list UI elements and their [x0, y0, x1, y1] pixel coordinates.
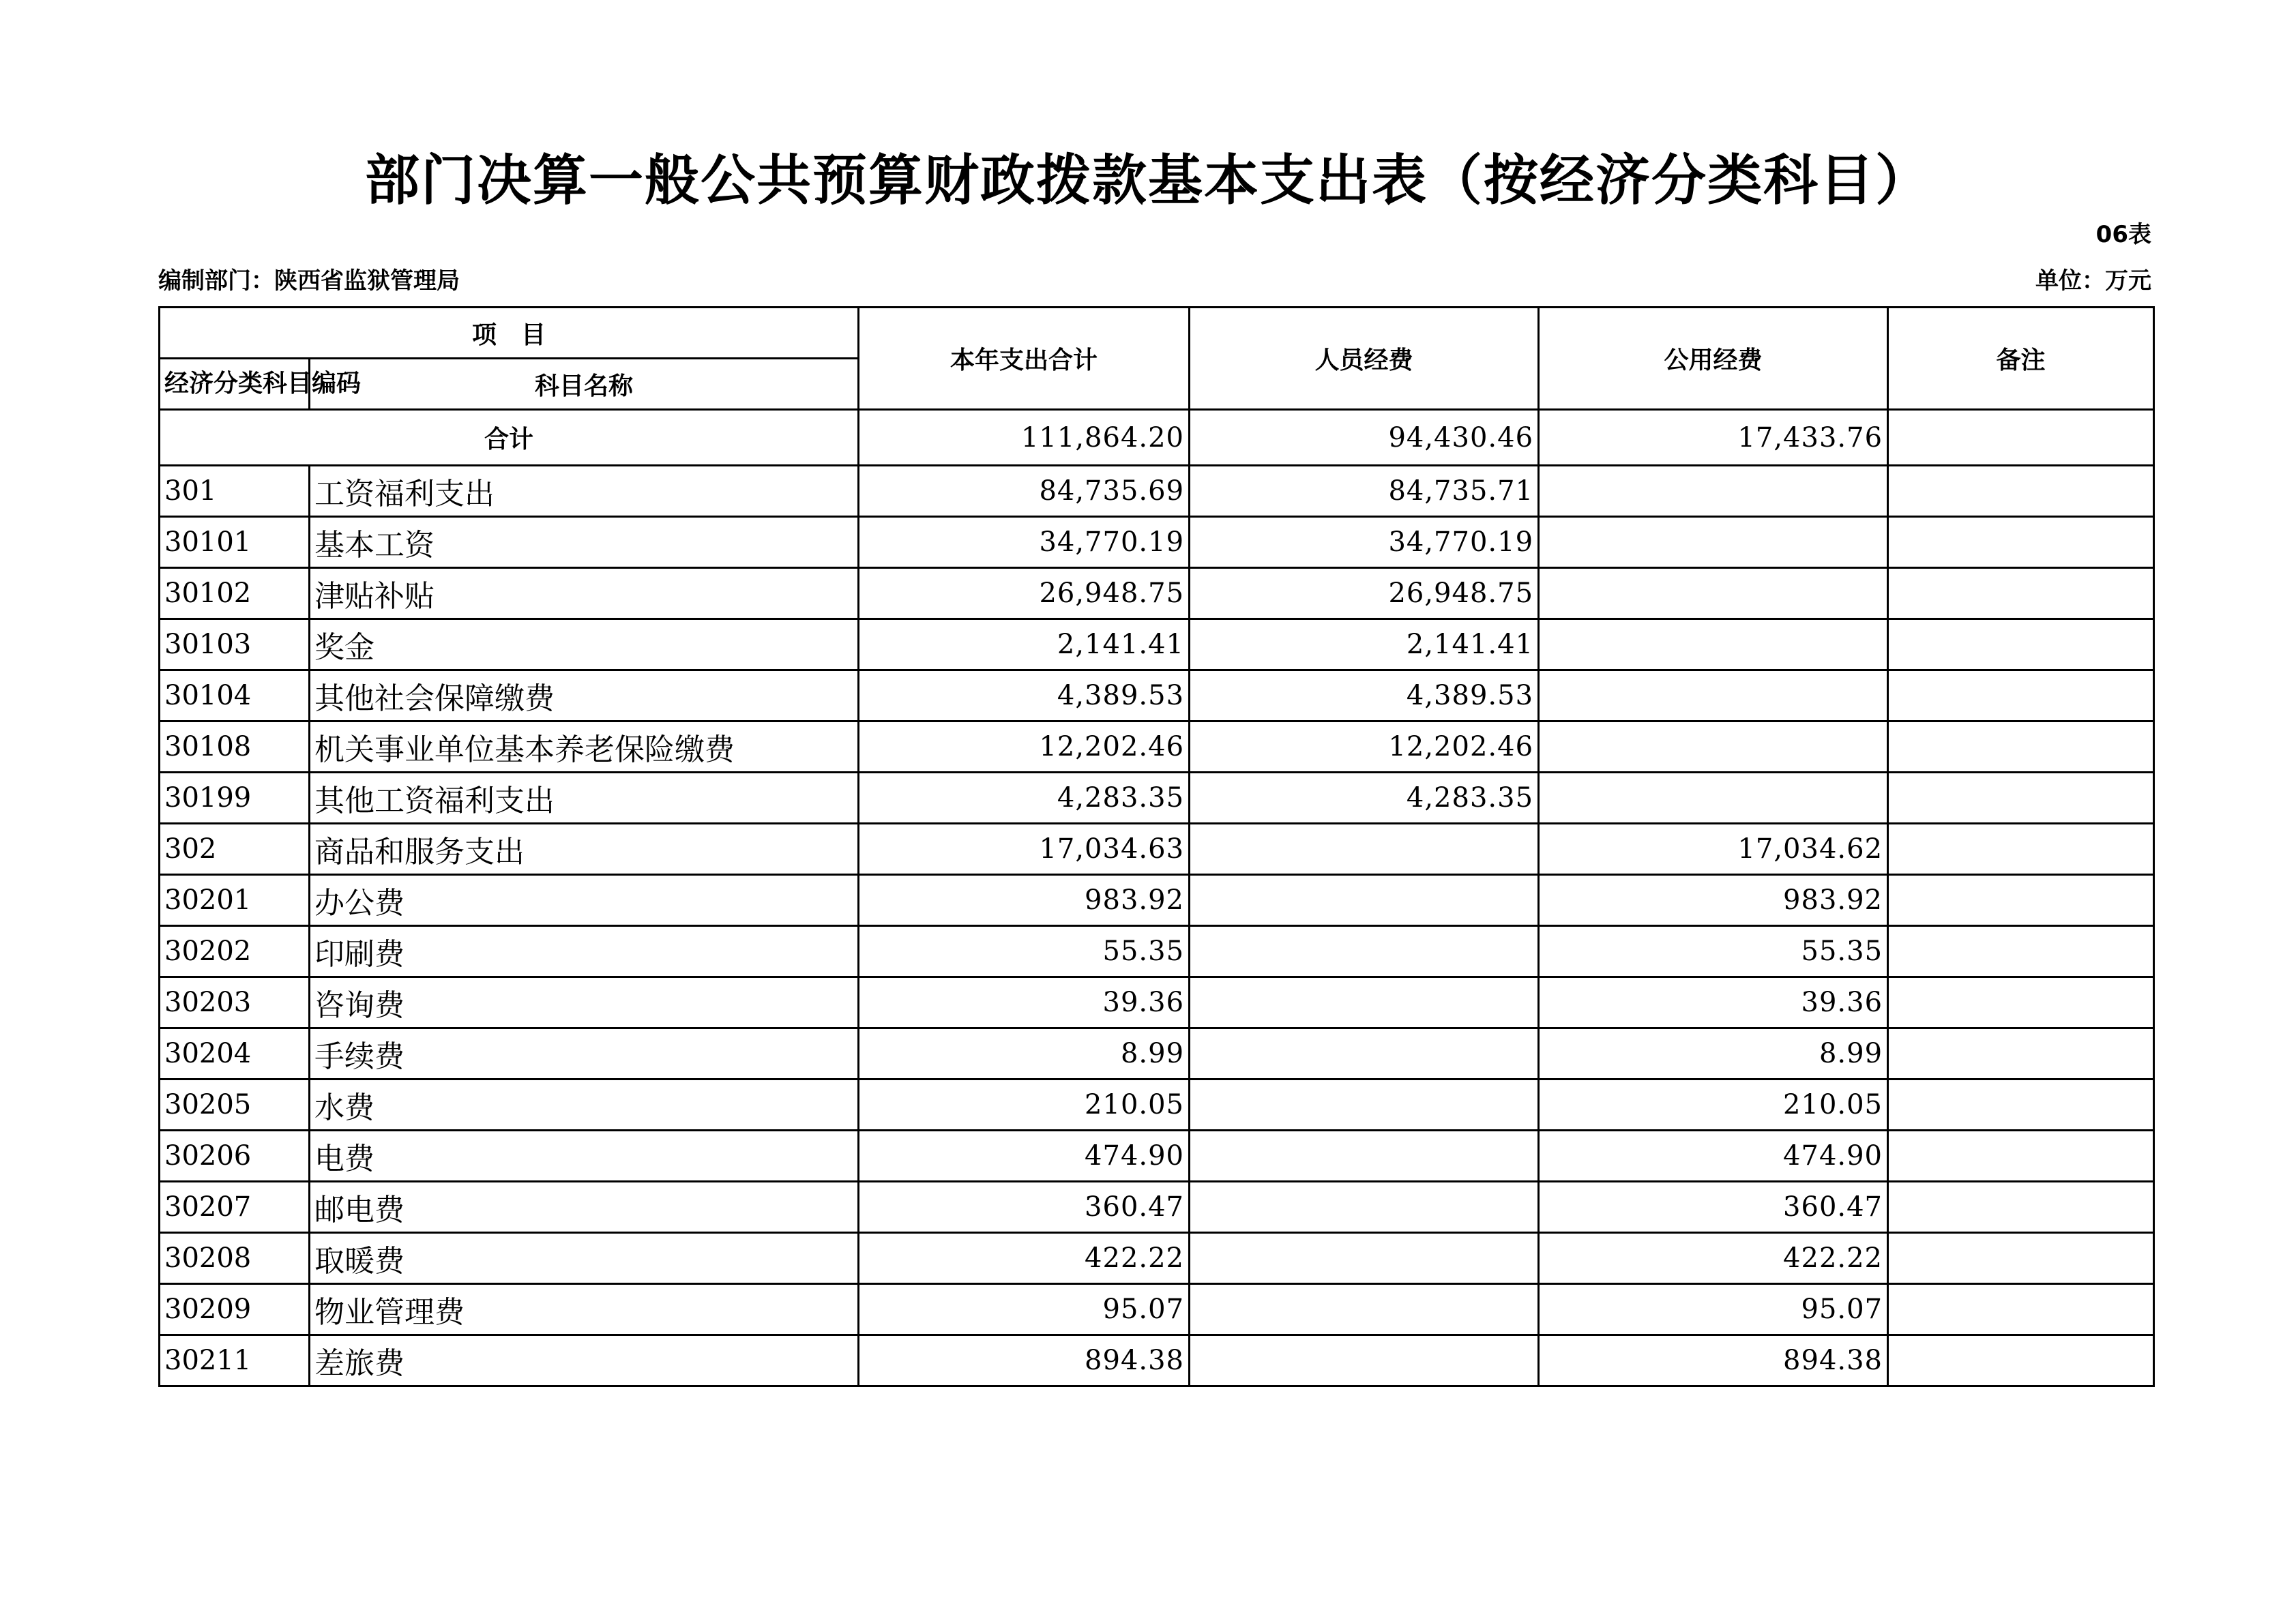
row-personnel	[1190, 875, 1539, 926]
row-code: 30101	[160, 517, 310, 568]
row-name: 电费	[310, 1131, 859, 1182]
public-header: 公用经费	[1539, 308, 1888, 410]
table-row	[160, 670, 2154, 721]
row-total: 8.99	[859, 1028, 1190, 1079]
row-public	[1539, 466, 1888, 517]
row-remark	[1888, 619, 2154, 670]
row-code: 30209	[160, 1284, 310, 1335]
table-row	[160, 466, 2154, 517]
table-row	[160, 619, 2154, 670]
row-name: 咨询费	[310, 977, 859, 1028]
row-code: 30108	[160, 721, 310, 773]
row-personnel	[1190, 1335, 1539, 1386]
table-row	[160, 875, 2154, 926]
row-public: 360.47	[1539, 1182, 1888, 1233]
row-code: 30206	[160, 1131, 310, 1182]
row-total: 2,141.41	[859, 619, 1190, 670]
row-personnel: 4,389.53	[1190, 670, 1539, 721]
row-total: 55.35	[859, 926, 1190, 977]
table-row	[160, 1233, 2154, 1284]
row-personnel	[1190, 1182, 1539, 1233]
page-title: 部门决算一般公共预算财政拨款基本支出表（按经济分类科目）	[365, 149, 1931, 212]
row-personnel: 2,141.41	[1190, 619, 1539, 670]
total-header: 本年支出合计	[859, 308, 1190, 410]
row-name: 津贴补贴	[310, 568, 859, 619]
row-code: 30199	[160, 773, 310, 824]
total-row-personnel: 94,430.46	[1190, 410, 1539, 466]
row-total: 210.05	[859, 1079, 1190, 1131]
row-public: 422.22	[1539, 1233, 1888, 1284]
row-public: 55.35	[1539, 926, 1888, 977]
row-public: 474.90	[1539, 1131, 1888, 1182]
row-remark	[1888, 773, 2154, 824]
code-header: 经济分类科目编码	[160, 359, 310, 410]
row-personnel	[1190, 1028, 1539, 1079]
row-name: 办公费	[310, 875, 859, 926]
row-personnel	[1190, 1284, 1539, 1335]
row-remark	[1888, 1284, 2154, 1335]
table-row	[160, 824, 2154, 875]
row-public: 983.92	[1539, 875, 1888, 926]
row-code: 30205	[160, 1079, 310, 1131]
table-row	[160, 977, 2154, 1028]
row-public	[1539, 773, 1888, 824]
row-total: 12,202.46	[859, 721, 1190, 773]
row-code: 30207	[160, 1182, 310, 1233]
row-code: 30203	[160, 977, 310, 1028]
table-row	[160, 1182, 2154, 1233]
row-name: 其他工资福利支出	[310, 773, 859, 824]
row-public	[1539, 721, 1888, 773]
row-remark	[1888, 977, 2154, 1028]
row-remark	[1888, 1131, 2154, 1182]
row-remark	[1888, 721, 2154, 773]
row-total: 17,034.63	[859, 824, 1190, 875]
row-total: 26,948.75	[859, 568, 1190, 619]
row-total: 84,735.69	[859, 466, 1190, 517]
department-label: 编制部门：陕西省监狱管理局	[158, 267, 460, 295]
row-remark	[1888, 1182, 2154, 1233]
row-public: 894.38	[1539, 1335, 1888, 1386]
name-header: 科目名称	[310, 359, 859, 410]
row-public	[1539, 670, 1888, 721]
row-total: 34,770.19	[859, 517, 1190, 568]
total-row-public: 17,433.76	[1539, 410, 1888, 466]
row-total: 4,283.35	[859, 773, 1190, 824]
row-remark	[1888, 1233, 2154, 1284]
row-personnel: 26,948.75	[1190, 568, 1539, 619]
row-code: 30102	[160, 568, 310, 619]
row-personnel: 12,202.46	[1190, 721, 1539, 773]
row-name: 工资福利支出	[310, 466, 859, 517]
expenditure-table	[158, 306, 2155, 1387]
row-name: 机关事业单位基本养老保险缴费	[310, 721, 859, 773]
total-row-remark	[1888, 410, 2154, 466]
row-total: 39.36	[859, 977, 1190, 1028]
table-row	[160, 1079, 2154, 1131]
row-personnel: 84,735.71	[1190, 466, 1539, 517]
row-name: 奖金	[310, 619, 859, 670]
total-row-total: 111,864.20	[859, 410, 1190, 466]
row-personnel	[1190, 824, 1539, 875]
row-name: 印刷费	[310, 926, 859, 977]
row-name: 手续费	[310, 1028, 859, 1079]
row-code: 302	[160, 824, 310, 875]
table-row	[160, 926, 2154, 977]
row-total: 360.47	[859, 1182, 1190, 1233]
row-code: 30204	[160, 1028, 310, 1079]
row-total: 894.38	[859, 1335, 1190, 1386]
table-row	[160, 517, 2154, 568]
row-personnel: 4,283.35	[1190, 773, 1539, 824]
personnel-header: 人员经费	[1190, 308, 1539, 410]
row-total: 422.22	[859, 1233, 1190, 1284]
row-code: 30202	[160, 926, 310, 977]
row-remark	[1888, 670, 2154, 721]
row-name: 差旅费	[310, 1335, 859, 1386]
table-row	[160, 1131, 2154, 1182]
row-code: 30208	[160, 1233, 310, 1284]
row-personnel	[1190, 1131, 1539, 1182]
row-code: 30103	[160, 619, 310, 670]
row-public	[1539, 619, 1888, 670]
row-name: 水费	[310, 1079, 859, 1131]
table-row	[160, 1335, 2154, 1386]
row-personnel	[1190, 1079, 1539, 1131]
row-code: 30201	[160, 875, 310, 926]
row-remark	[1888, 1079, 2154, 1131]
row-public: 8.99	[1539, 1028, 1888, 1079]
row-remark	[1888, 824, 2154, 875]
row-personnel	[1190, 1233, 1539, 1284]
row-public: 95.07	[1539, 1284, 1888, 1335]
row-code: 30211	[160, 1335, 310, 1386]
table-row	[160, 721, 2154, 773]
table-row	[160, 1028, 2154, 1079]
table-number: 06表	[2095, 221, 2151, 248]
row-public: 17,034.62	[1539, 824, 1888, 875]
row-remark	[1888, 875, 2154, 926]
table-row	[160, 568, 2154, 619]
row-code: 30104	[160, 670, 310, 721]
row-name: 其他社会保障缴费	[310, 670, 859, 721]
table-row	[160, 1284, 2154, 1335]
row-remark	[1888, 926, 2154, 977]
total-row	[160, 410, 2154, 466]
row-remark	[1888, 466, 2154, 517]
item-header: 项 目	[160, 308, 859, 359]
row-personnel	[1190, 926, 1539, 977]
row-public	[1539, 568, 1888, 619]
row-remark	[1888, 517, 2154, 568]
row-name: 物业管理费	[310, 1284, 859, 1335]
table-row	[160, 773, 2154, 824]
row-name: 商品和服务支出	[310, 824, 859, 875]
row-remark	[1888, 1335, 2154, 1386]
remark-header: 备注	[1888, 308, 2154, 410]
row-remark	[1888, 568, 2154, 619]
row-public	[1539, 517, 1888, 568]
row-remark	[1888, 1028, 2154, 1079]
row-personnel	[1190, 977, 1539, 1028]
row-name: 基本工资	[310, 517, 859, 568]
row-public: 39.36	[1539, 977, 1888, 1028]
row-total: 95.07	[859, 1284, 1190, 1335]
unit-label: 单位：万元	[2035, 267, 2151, 295]
row-public: 210.05	[1539, 1079, 1888, 1131]
row-total: 474.90	[859, 1131, 1190, 1182]
row-name: 取暖费	[310, 1233, 859, 1284]
row-personnel: 34,770.19	[1190, 517, 1539, 568]
row-name: 邮电费	[310, 1182, 859, 1233]
total-label: 合计	[160, 410, 859, 466]
row-total: 983.92	[859, 875, 1190, 926]
row-total: 4,389.53	[859, 670, 1190, 721]
row-code: 301	[160, 466, 310, 517]
